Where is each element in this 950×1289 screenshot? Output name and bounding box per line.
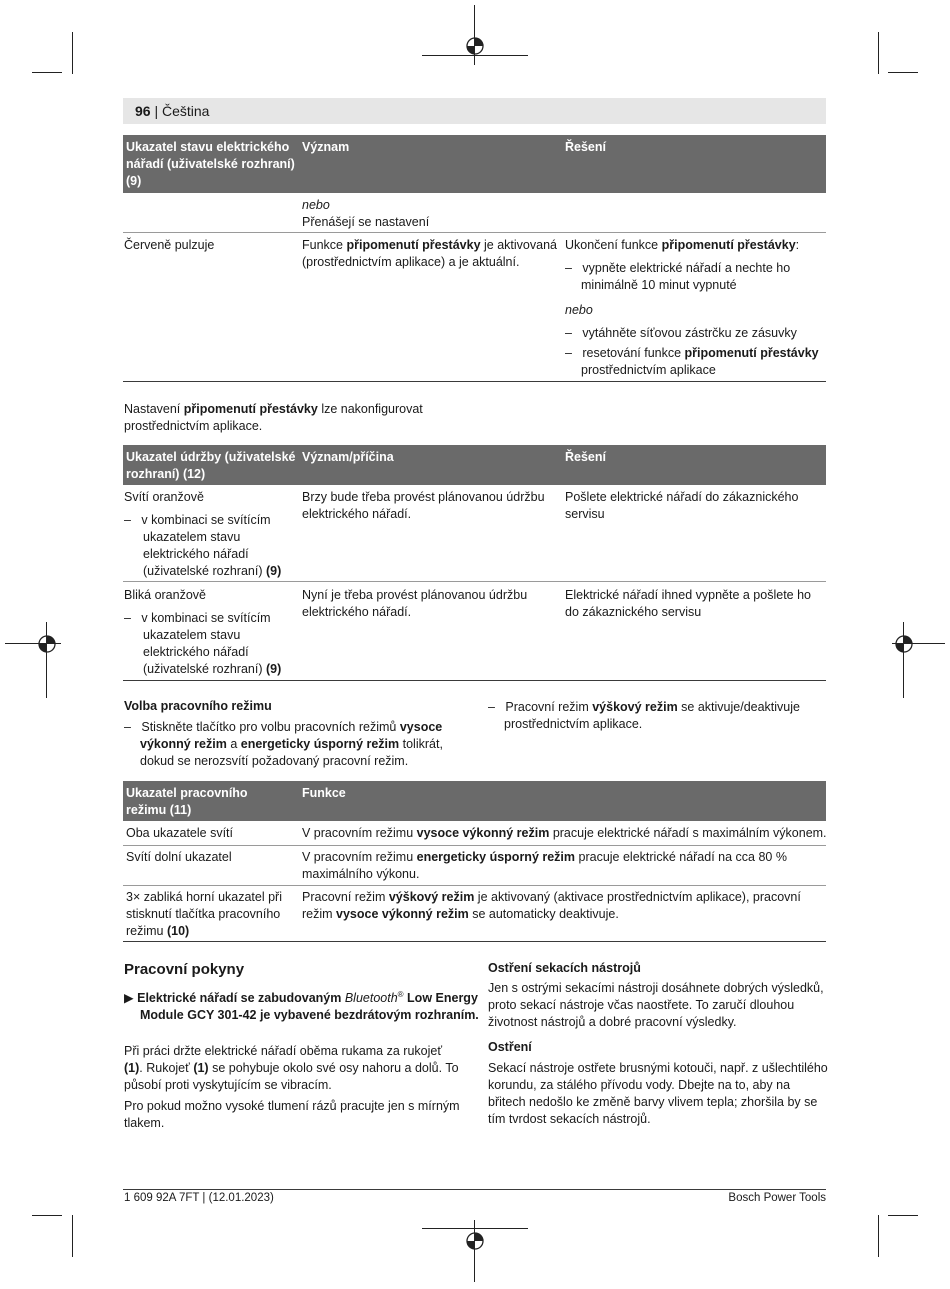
header-language: Čeština [162,103,210,119]
function-bold: energeticky úsporný režim [416,850,576,864]
crop-mark [72,32,73,74]
mode-section-title: Volba pracovního režimu [124,699,272,713]
or-label: nebo [565,303,593,317]
mode-bold: vysoce výkonný režim [140,720,443,751]
crop-mark [888,1215,918,1216]
mode-bold: výškový režim [592,700,678,714]
footer-right: Bosch Power Tools [728,1192,826,1204]
warning-text: Elektrické nářadí se zabudovaným [137,991,345,1006]
solution-text: Ukončení funkce [565,238,662,252]
function-text: pracuje elektrické nářadí na cca 80 % maximálního výkonu. [302,850,787,881]
function-bold: výškový režim [388,890,475,904]
function-bold: vysoce výkonný režim [336,907,469,921]
table3-row1-indicator: Oba ukazatele svítí [126,826,234,840]
note-bold: připomenutí přestávky [183,402,318,416]
crop-mark [878,32,879,74]
table3-row3-function [302,889,817,923]
table2-header-col2: Význam/příčina [302,450,394,464]
function-text: V pracovním režimu [302,850,417,864]
crop-mark [32,1215,62,1216]
table1-header-col3: Řešení [565,140,606,154]
meaning-text: Přenášejí se nastavení [302,215,430,229]
table2-row-divider [123,581,826,582]
meaning-text: Funkce [302,238,347,252]
work-paragraph-1 [124,1043,464,1094]
indicator-text: 3× zabliká horní ukazatel při stisknutí tlačítka pracovního režimu [126,890,282,938]
crop-mark [32,72,62,73]
indicator-text: Bliká oranžově [124,588,206,602]
sharpen-subtitle: Ostření [488,1040,532,1054]
bullet-text: resetování funkce [582,346,685,360]
function-text: pracuje elektrické nářadí s maximálním výkonem. [549,826,827,840]
work-paragraph-2: Pro pokud možno vysoké tlumení rázů pracujte jen s mírným tlakem. [124,1099,460,1130]
table3-header-col2: Funkce [302,786,346,800]
function-text: Pracovní režim [302,890,389,904]
table1-header-col1: Ukazatel stavu elektrického nářadí (uživatelské rozhraní) (9) [126,140,295,188]
footer-left: 1 609 92A 7FT | (12.01.2023) [124,1192,274,1204]
bullet-text: vytáhněte síťovou zástrčku ze zásuvky [582,326,797,340]
table2-bottom-rule [123,680,826,681]
work-text: . Rukojeť [139,1061,194,1075]
table2-row1-indicator [124,489,294,580]
function-text: V pracovním režimu [302,826,417,840]
solution-bold: připomenutí přestávky [661,238,796,252]
header-separator: | [154,103,159,119]
note-paragraph [124,401,454,435]
table1-row-b-meaning [302,237,560,271]
registration-mark-icon [893,633,915,655]
sub-text: v kombinaci se svítícím ukazatelem stavu elektrického nářadí (uživatelské rozhraní) [141,611,271,676]
mode-text: Pracovní režim [505,700,593,714]
table3-header-col1: Ukazatel pracovního režimu (11) [126,786,248,817]
sharpen-paragraph-1: Jen s ostrými sekacími nástroji dosáhnete dobrých výsledků, proto sekací nástroje včas naostřete. To zaručí dlouhou životnost nástrojů a dobré pracovní výsledky. [488,981,824,1029]
or-label: nebo [302,198,330,212]
table2-row2-meaning: Nyní je třeba provést plánovanou údržbu elektrického nářadí. [302,588,528,619]
work-warning [124,986,480,1024]
crop-mark [72,1215,73,1257]
play-arrow-icon: ▶ [124,991,134,1006]
page-header [135,103,209,119]
work-title: Pracovní pokyny [124,961,245,978]
table2-row2-solution: Elektrické nářadí ihned vypněte a pošlete ho do zákaznického servisu [565,588,811,619]
solution-bullet: – vytáhněte síťovou zástrčku ze zásuvky [565,326,797,340]
table2-row1-meaning: Brzy bude třeba provést plánovanou údržbu elektrického nářadí. [302,490,545,521]
mode-bold: energeticky úsporný režim [240,737,400,751]
mode-text: a [226,737,241,751]
sub-bold: (9) [265,564,282,578]
mode-text: tolikrát, dokud se nerozsvítí požadovaný pracovní režim. [140,737,443,768]
table3-row2-function [302,849,802,883]
crop-mark [888,72,918,73]
work-text: se pohybuje okolo své osy nahoru a dolů. To působí proti vyskytujícím se vibracím. [124,1061,459,1092]
footer-rule [123,1189,826,1190]
bullet-text: vypněte elektrické nářadí a nechte ho minimálně 10 minut vypnuté [581,261,791,292]
meaning-bold: připomenutí přestávky [346,238,481,252]
registration-mark-icon [36,633,58,655]
table3-row1-function [302,825,826,842]
bullet-bold: připomenutí přestávky [684,346,819,360]
work-bold: (1) [193,1061,209,1075]
function-text: se automaticky deaktivuje. [468,907,619,921]
registration-mark-icon [464,35,486,57]
work-text: Při práci držte elektrické nářadí oběma rukama za rukojeť [124,1044,443,1058]
mode-text: se aktivuje/deaktivuje prostřednictvím aplikace. [504,700,800,731]
table3-bottom-rule [123,941,826,942]
mode-item-2: – Pracovní režim výškový režim se aktivuje/deaktivuje prostřednictvím aplikace. [488,700,800,731]
table1-bottom-rule [123,381,826,382]
table3-row2-indicator: Svítí dolní ukazatel [126,850,232,864]
warning-italic: Bluetooth [344,991,398,1006]
table2-header-col1: Ukazatel údržby (uživatelské rozhraní) (12) [126,450,296,481]
sub-bold: (9) [265,662,282,676]
table1-row-b-indicator: Červeně pulzuje [124,238,215,252]
solution-intro [565,237,827,254]
table2-header-col3: Řešení [565,450,606,464]
sharpen-title: Ostření sekacích nástrojů [488,961,641,975]
mode-item-1: – Stiskněte tlačítko pro volbu pracovních režimů vysoce výkonný režim a energeticky úsporný režim tolikrát, dokud se nerozsvítí požadovaný pracovní režim. [124,720,443,768]
table1-row-divider [123,232,826,233]
indicator-sub: – v kombinaci se svítícím ukazatelem stavu elektrického nářadí (uživatelské rozhraní) (9) [124,611,282,676]
table3-row-divider [123,885,826,886]
table3-row-divider [123,845,826,846]
crop-mark [878,1215,879,1257]
table2-row2-indicator [124,587,294,678]
meaning-text: je aktivovaná (prostřednictvím aplikace) a je aktuální. [302,238,557,269]
table2-row1-solution: Pošlete elektrické nářadí do zákaznického servisu [565,490,799,521]
sub-text: v kombinaci se svítícím ukazatelem stavu elektrického nářadí (uživatelské rozhraní) [141,513,271,578]
function-bold: vysoce výkonný režim [416,826,550,840]
solution-bullet: – vypněte elektrické nářadí a nechte ho minimálně 10 minut vypnuté [565,261,791,292]
table3-row3-indicator [126,889,296,940]
warning-text: Low Energy Module GCY 301-42 je vybavené bezdrátovým rozhraním. [140,991,479,1023]
indicator-bold: (10) [166,924,190,938]
function-text: je aktivovaný (aktivace prostřednictvím aplikace), pracovní režim [302,890,801,921]
registration-mark-icon [464,1230,486,1252]
indicator-sub: – v kombinaci se svítícím ukazatelem stavu elektrického nářadí (uživatelské rozhraní) (9) [124,513,282,578]
crop-mark [422,1228,528,1229]
page-number: 96 [135,103,151,119]
table1-row-b-solution [565,237,827,379]
mode-text: Stiskněte tlačítko pro volbu pracovních režimů [141,720,400,734]
sharpen-paragraph-2: Sekací nástroje ostřete brusnými kotouči, např. z ušlechtilého korundu, za stálého přívodu vody. Dbejte na to, aby na břitech nedošlo ke změně barvy vlivem tepla; zhoršila by se tím tvrdost sekacích nástrojů. [488,1061,828,1126]
work-bold: (1) [124,1061,140,1075]
note-text: Nastavení [124,402,184,416]
table1-row-a-meaning [302,197,560,231]
note-text: lze nakonfigurovat prostřednictvím aplikace. [124,402,423,433]
registered-mark: ® [397,990,404,999]
bullet-text: prostřednictvím aplikace [581,363,716,377]
page-header-bar [123,98,826,124]
solution-text: : [795,238,800,252]
indicator-text: Svítí oranžově [124,490,204,504]
solution-bullet: – resetování funkce připomenutí přestávky prostřednictvím aplikace [565,346,819,377]
table1-header-col2: Význam [302,140,350,154]
